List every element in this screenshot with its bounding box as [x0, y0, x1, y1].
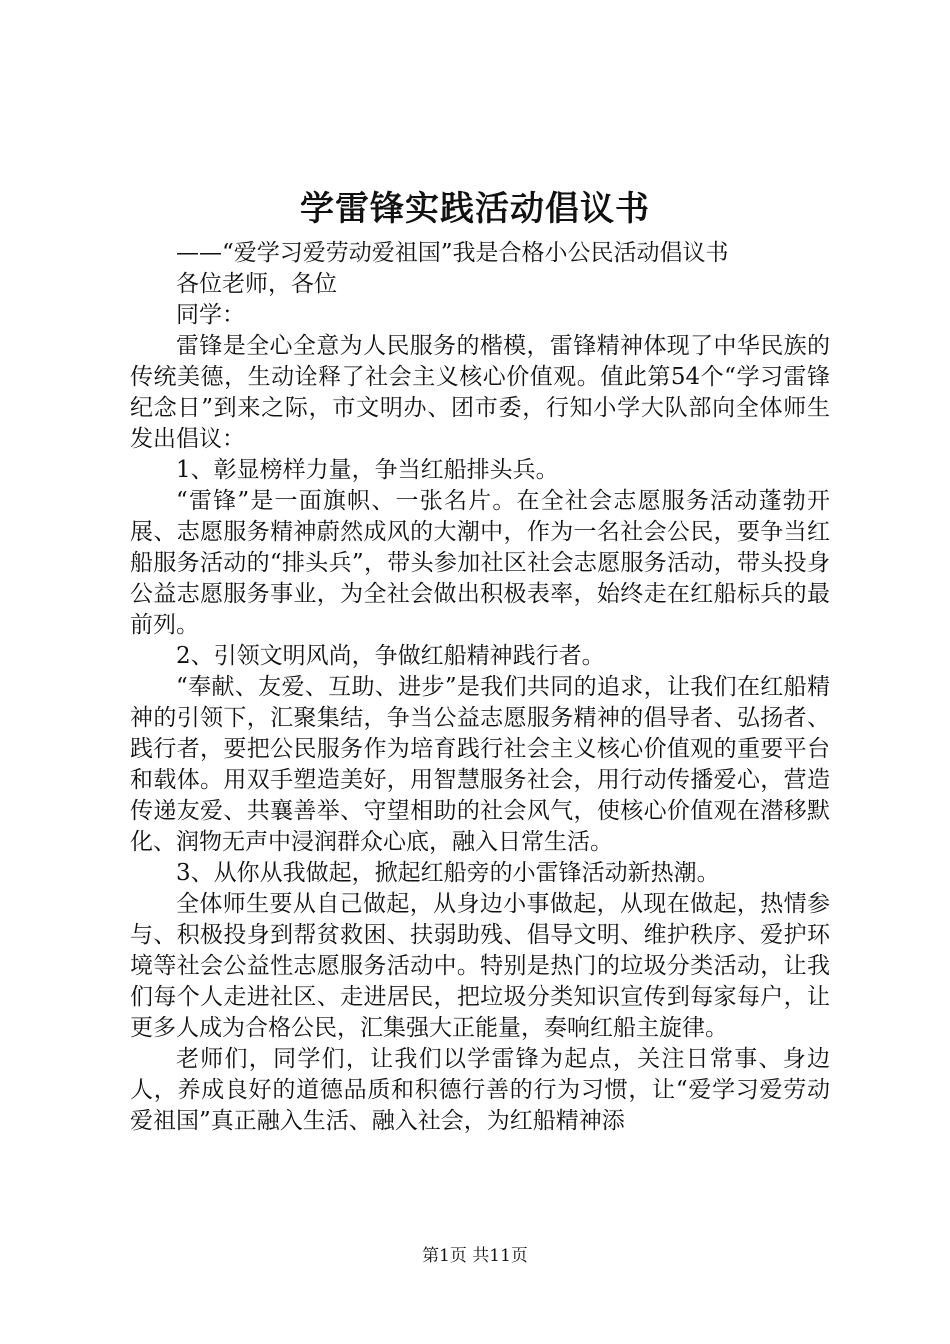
- paragraph: 全体师生要从自己做起，从身边小事做起，从现在做起，热情参与、积极投身到帮贫救困、扶弱助残、倡导文明、维护秩序、爱护环境等社会公益性志愿服务活动中。特别是热门的垃圾分类活动，让我们每个人走进社区、走进居民，把垃圾分类知识宣传到每家每户，让更多人成为合格公民，汇集强大正能量，奏响红船主旋律。: [130, 891, 830, 1041]
- salutation-line-1: 各位老师，各位: [176, 271, 337, 297]
- document-title: 学雷锋实践活动倡议书: [300, 189, 650, 229]
- paragraph: 老师们，同学们，让我们以学雷锋为起点，关注日常事、身边人，养成良好的道德品质和积德行善的行为习惯，让“爱学习爱劳动爱祖国”真正融入生活、融入社会，为红船精神添: [130, 1046, 830, 1134]
- salutation-line-2: 同学：: [176, 302, 245, 328]
- document-body: [130, 238, 830, 1137]
- page-number: 第1页 共11页: [422, 1246, 528, 1266]
- paragraph: “奉献、友爱、互助、进步”是我们共同的追求，让我们在红船精神的引领下，汇聚集结，争当公益志愿服务精神的倡导者、弘扬者、践行者，要把公民服务作为培育践行社会主义核心价值观的重要平台和载体。用双手塑造美好，用智慧服务社会，用行动传播爱心，营造传递友爱、共襄善举、守望相助的社会风气，使核心价值观在潜移默化、润物无声中浸润群众心底，融入日常生活。: [130, 674, 830, 855]
- section-heading-2: 2、引领文明风尚，争做红船精神践行者。: [176, 643, 605, 669]
- paragraph: 雷锋是全心全意为人民服务的楷模，雷锋精神体现了中华民族的传统美德，生动诠释了社会主义核心价值观。值此第54个“学习雷锋纪念日”到来之际，市文明办、团市委，行知小学大队部向全体师生发出倡议：: [130, 333, 830, 452]
- section-heading-1: 1、彰显榜样力量，争当红船排头兵。: [176, 457, 559, 483]
- section-heading-3: 3、从你从我做起，掀起红船旁的小雷锋活动新热潮。: [176, 860, 720, 886]
- paragraph: “雷锋”是一面旗帜、一张名片。在全社会志愿服务活动蓬勃开展、志愿服务精神蔚然成风的大潮中，作为一名社会公民，要争当红船服务活动的“排头兵”，带头参加社区社会志愿服务活动，带头投身公益志愿服务事业，为全社会做出积极表率，始终走在红船标兵的最前列。: [130, 488, 830, 638]
- subtitle: ——“爱学习爱劳动爱祖国”我是合格小公民活动倡议书: [176, 240, 729, 266]
